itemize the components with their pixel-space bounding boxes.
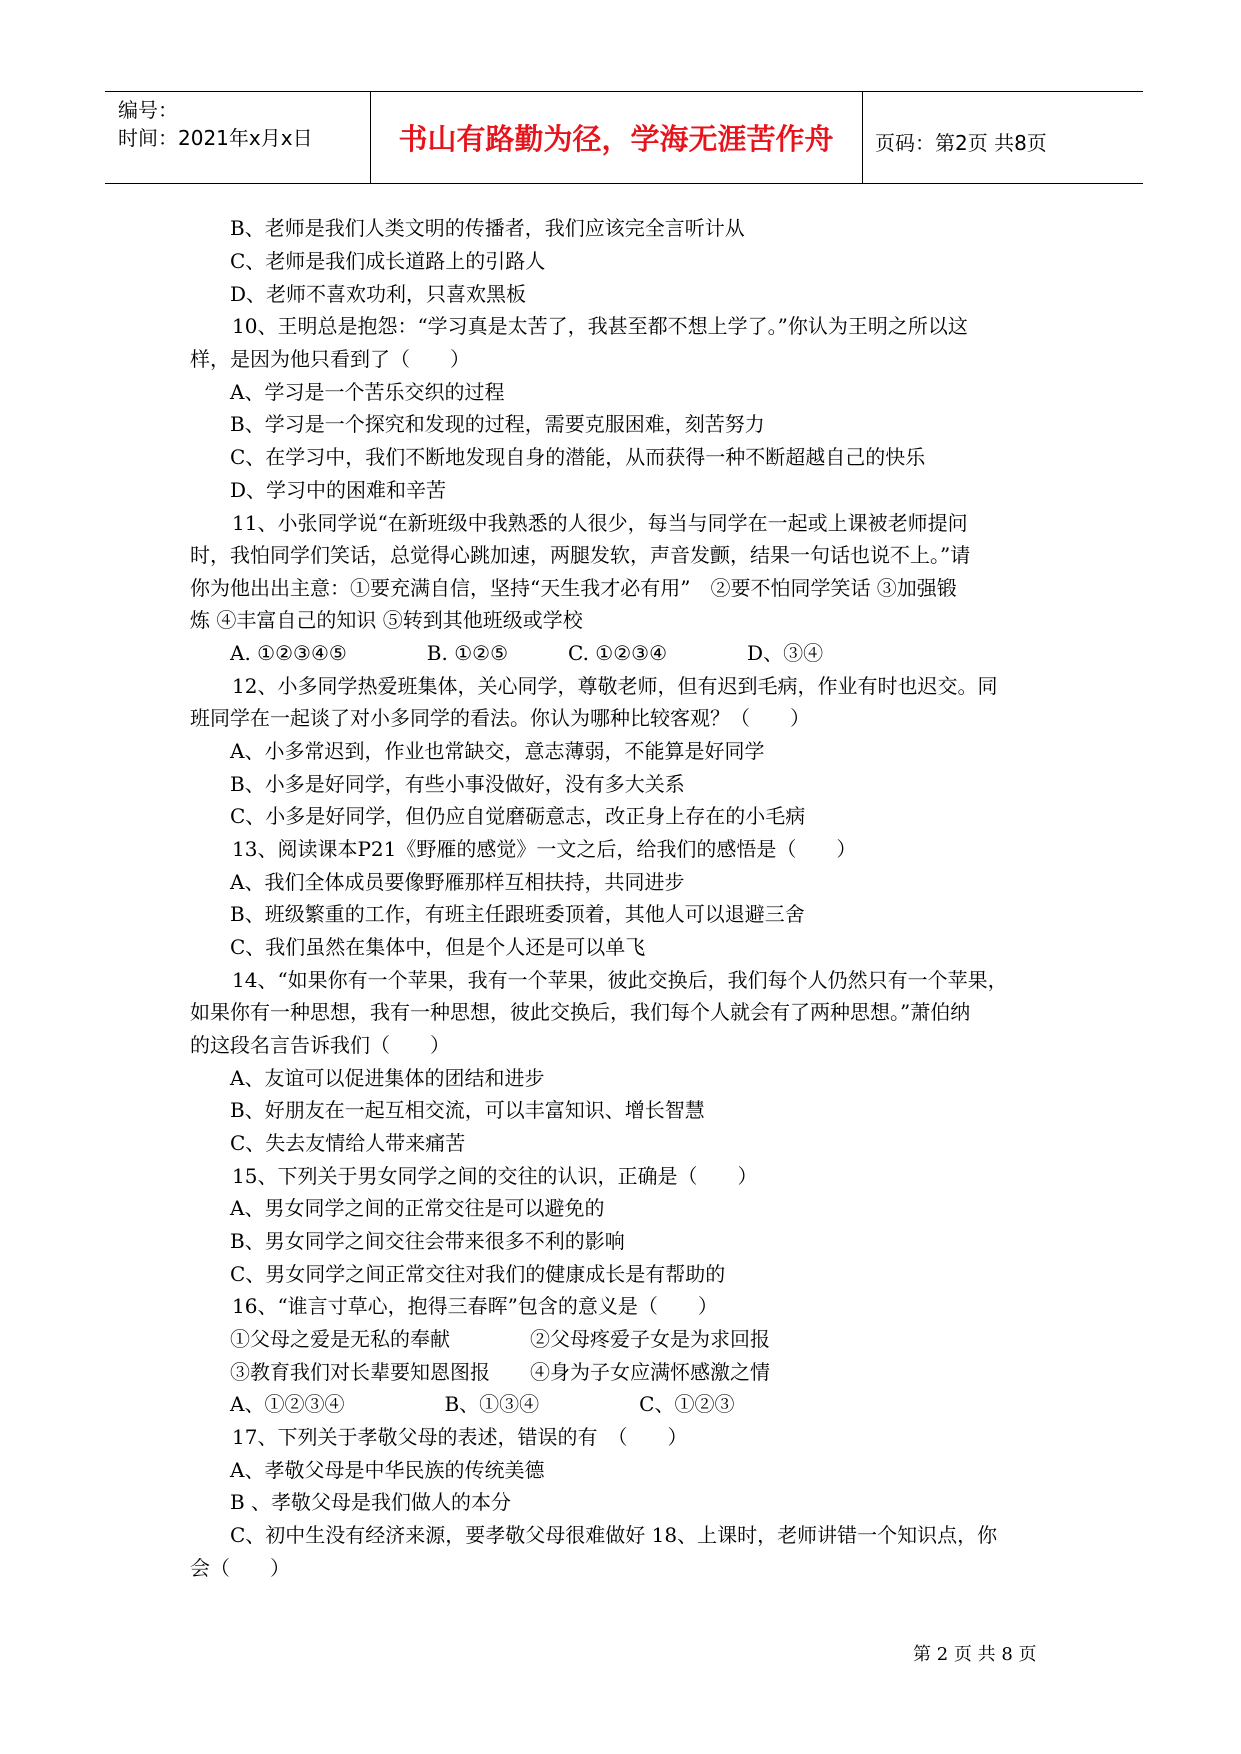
header-motto: 书山有路勤为径，学海无涯苦作舟: [398, 122, 834, 156]
text-line: B、好朋友在一起互相交流，可以丰富知识、增长智慧: [230, 1098, 705, 1122]
text-line: 会（ ）: [190, 1556, 290, 1580]
text-line: B 、孝敬父母是我们做人的本分: [230, 1490, 512, 1514]
text-line: 的这段名言告诉我们（ ）: [190, 1033, 450, 1057]
question-line: 17、下列关于孝敬父母的表述，错误的有 （ ）: [232, 1425, 688, 1449]
text-line: A、友谊可以促进集体的团结和进步: [230, 1066, 545, 1090]
text-line: 时，我怕同学们笑话，总觉得心跳加速，两腿发软，声音发颤，结果一句话也说不上。”请: [190, 543, 971, 567]
text-line: C、在学习中，我们不断地发现自身的潜能，从而获得一种不断超越自己的快乐: [230, 445, 926, 469]
header-page-label: 页码：第2页 共8页: [875, 131, 1047, 155]
text-line: A、男女同学之间的正常交往是可以避免的: [230, 1196, 605, 1220]
options-line: A. ①②③④⑤ B. ①②⑤ C. ①②③④ D、③④: [230, 641, 824, 665]
header-divider-right: [862, 91, 863, 184]
header-bottom-rule: [105, 183, 1143, 184]
question-line: 14、“如果你有一个苹果，我有一个苹果，彼此交换后，我们每个人仍然只有一个苹果，: [232, 968, 1008, 992]
text-line: D、学习中的困难和辛苦: [230, 478, 447, 502]
text-line: C、小多是好同学，但仍应自觉磨砺意志，改正身上存在的小毛病: [230, 804, 806, 828]
text-line: B、男女同学之间交往会带来很多不利的影响: [230, 1229, 625, 1253]
text-line: ③教育我们对长辈要知恩图报 ④身为子女应满怀感激之情: [230, 1360, 770, 1384]
text-line: 如果你有一种思想，我有一种思想，彼此交换后，我们每个人就会有了两种思想。”萧伯纳: [190, 1000, 971, 1024]
text-line: A、学习是一个苦乐交织的过程: [230, 380, 505, 404]
header-divider-left: [370, 91, 371, 184]
question-line: 11、小张同学说“在新班级中我熟悉的人很少，每当与同学在一起或上课被老师提问: [232, 511, 968, 535]
options-line: A、①②③④ B、①③④ C、①②③: [230, 1392, 735, 1416]
text-line: B、小多是好同学，有些小事没做好，没有多大关系: [230, 772, 685, 796]
text-line: C、失去友情给人带来痛苦: [230, 1131, 466, 1155]
text-line: 你为他出出主意：①要充满自信，坚持“天生我才必有用” ②要不怕同学笑话 ③加强锻: [190, 576, 957, 600]
text-line: B、老师是我们人类文明的传播者，我们应该完全言听计从: [230, 216, 745, 240]
question-line: 12、小多同学热爱班集体，关心同学，尊敬老师，但有迟到毛病，作业有时也迟交。同: [232, 674, 998, 698]
text-line: C、男女同学之间正常交往对我们的健康成长是有帮助的: [230, 1262, 726, 1286]
text-line: 炼 ④丰富自己的知识 ⑤转到其他班级或学校: [190, 608, 583, 632]
text-line: B、班级繁重的工作，有班主任跟班委顶着，其他人可以退避三舍: [230, 902, 805, 926]
text-line: 样，是因为他只看到了（ ）: [190, 347, 470, 371]
header-number-label: 编号：: [118, 98, 178, 122]
text-line: C、我们虽然在集体中，但是个人还是可以单飞: [230, 935, 646, 959]
text-line: A、孝敬父母是中华民族的传统美德: [230, 1458, 545, 1482]
question-line: 15、下列关于男女同学之间的交往的认识，正确是（ ）: [232, 1164, 758, 1188]
text-line: ①父母之爱是无私的奉献 ②父母疼爱子女是为求回报: [230, 1327, 770, 1351]
text-line: C、初中生没有经济来源，要孝敬父母很难做好 18、上课时，老师讲错一个知识点，你: [230, 1523, 998, 1547]
text-line: 班同学在一起谈了对小多同学的看法。你认为哪种比较客观？（ ）: [190, 706, 810, 730]
header-time-label: 时间：2021年x月x日: [118, 126, 313, 150]
text-line: B、学习是一个探究和发现的过程，需要克服困难，刻苦努力: [230, 412, 765, 436]
text-line: D、老师不喜欢功利，只喜欢黑板: [230, 282, 527, 306]
text-line: C、老师是我们成长道路上的引路人: [230, 249, 546, 273]
page-footer: 第 2 页 共 8 页: [913, 1644, 1037, 1665]
question-line: 16、“谁言寸草心，抱得三春晖”包含的意义是（ ）: [232, 1294, 718, 1318]
question-line: 10、王明总是抱怨：“学习真是太苦了，我甚至都不想上学了。”你认为王明之所以这: [232, 314, 968, 338]
text-line: A、小多常迟到，作业也常缺交，意志薄弱，不能算是好同学: [230, 739, 765, 763]
question-line: 13、阅读课本P21《野雁的感觉》一文之后，给我们的感悟是（ ）: [232, 837, 857, 861]
text-line: A、我们全体成员要像野雁那样互相扶持，共同进步: [230, 870, 685, 894]
header-top-rule: [105, 91, 1143, 92]
